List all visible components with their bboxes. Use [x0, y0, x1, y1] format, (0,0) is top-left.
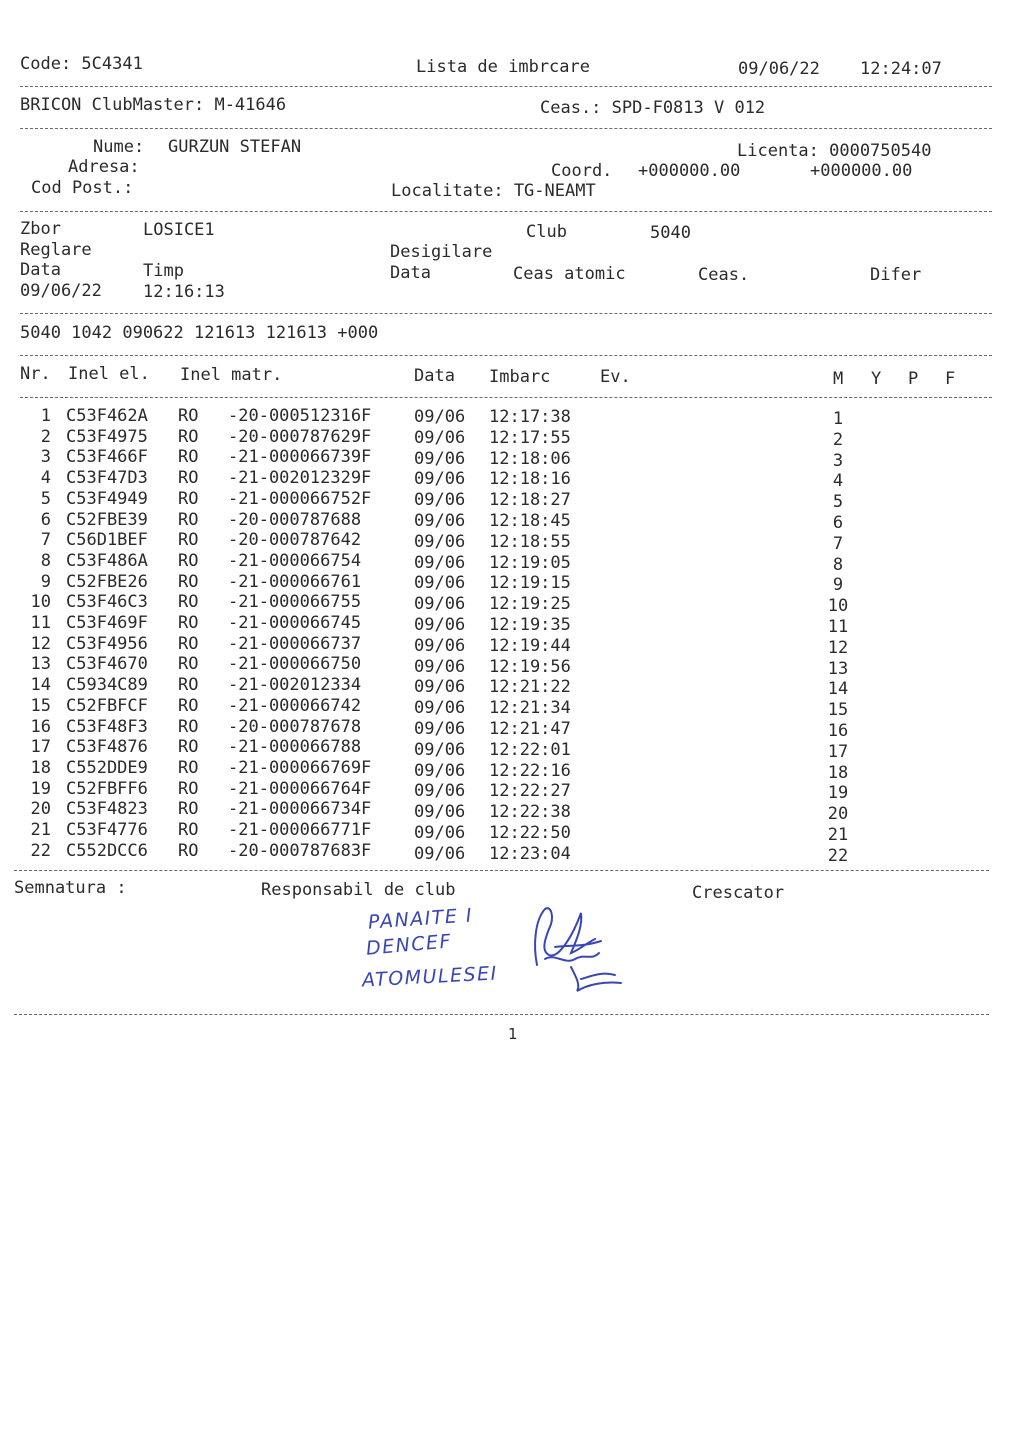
registration-ring: -20-000512316F: [228, 406, 372, 426]
signature-label: Semnatura :: [14, 878, 127, 898]
license-number: Licenta: 0000750540: [737, 141, 932, 161]
country-code: RO: [178, 488, 199, 509]
boarding-time: 12:17:38: [489, 407, 571, 427]
electronic-ring: C53F4956: [66, 633, 148, 654]
row-number: 9: [40, 571, 51, 592]
position-m: 19: [827, 783, 849, 804]
row-number: 18: [30, 757, 51, 778]
sync-code-line: 5040 1042 090622 121613 121613 +000: [20, 323, 379, 343]
handwritten-name-line-2: DENCEF: [365, 930, 453, 960]
country-code: RO: [178, 840, 199, 861]
position-m: 9: [832, 575, 844, 596]
registration-ring: -21-000066739F: [228, 447, 372, 468]
col-header-boarding: Imbarc: [489, 367, 551, 387]
position-m: 10: [827, 596, 849, 617]
col-header-event: Ev.: [600, 367, 631, 387]
boarding-date: 09/06: [414, 823, 466, 843]
boarding-date: 09/06: [414, 635, 466, 656]
position-m: 2: [832, 429, 844, 450]
boarding-time: 12:21:34: [489, 698, 571, 719]
registration-ring: -21-000066742: [228, 695, 362, 716]
position-m: 21: [827, 825, 849, 845]
electronic-ring: C52FBE26: [66, 571, 148, 592]
registration-ring: -21-000066755: [228, 592, 362, 613]
country-code: RO: [178, 716, 199, 737]
boarding-date: 09/06: [414, 677, 466, 698]
registration-ring: -21-000066745: [228, 613, 362, 633]
position-m: 7: [832, 533, 844, 554]
electronic-ring: C53F4776: [66, 820, 148, 840]
position-m: 15: [827, 700, 849, 721]
boarding-date: 09/06: [414, 594, 466, 615]
registration-ring: -20-000787688: [228, 509, 362, 530]
position-m: 11: [827, 617, 849, 637]
electronic-ring: C53F4670: [66, 654, 148, 675]
row-number: 12: [30, 633, 51, 654]
club-number: 5040: [650, 223, 691, 243]
col-header-m: M: [833, 369, 844, 389]
position-m: 6: [832, 513, 844, 533]
registration-ring: -21-000066750: [228, 654, 362, 675]
print-date: 09/06/22: [738, 59, 820, 79]
locality: Localitate: TG-NEAMT: [391, 181, 596, 201]
boarding-time: 12:22:27: [489, 781, 571, 802]
position-m: 12: [827, 637, 849, 658]
boarding-date: 09/06: [414, 469, 466, 490]
boarding-date: 09/06: [414, 427, 466, 448]
position-m: 16: [827, 721, 849, 741]
row-number: 15: [30, 695, 51, 716]
country-code: RO: [178, 633, 199, 654]
registration-ring: -21-000066788: [228, 737, 362, 758]
boarding-time: 12:22:50: [489, 823, 571, 843]
electronic-ring: C53F486A: [66, 550, 148, 571]
registration-ring: -20-000787629F: [228, 426, 372, 447]
electronic-ring: C53F46C3: [66, 592, 148, 613]
boarding-date: 09/06: [414, 760, 466, 781]
country-code: RO: [178, 571, 199, 592]
difference-label: Difer: [870, 265, 922, 285]
country-code: RO: [178, 426, 199, 447]
boarding-date: 09/06: [414, 490, 466, 511]
country-code: RO: [178, 799, 199, 820]
country-code: RO: [178, 406, 199, 426]
country-code: RO: [178, 447, 199, 468]
position-m: 3: [832, 450, 844, 471]
electronic-ring: C52FBFF6: [66, 778, 148, 799]
row-number: 6: [40, 509, 51, 530]
boarding-time: 12:19:56: [489, 656, 571, 677]
row-number: 1: [40, 406, 51, 426]
boarding-time: 12:22:16: [489, 760, 571, 781]
flight-name: LOSICE1: [143, 220, 215, 240]
electronic-ring: C5934C89: [66, 675, 148, 696]
position-m: 18: [827, 762, 849, 783]
divider: [14, 870, 989, 871]
boarding-time: 12:21:22: [489, 677, 571, 698]
boarding-date: 09/06: [414, 407, 466, 427]
handwritten-signature: [515, 895, 635, 1000]
coord-longitude: +000000.00: [810, 161, 913, 181]
boarding-time: 12:18:16: [489, 469, 571, 490]
country-code: RO: [178, 737, 199, 758]
electronic-ring: C53F4876: [66, 737, 148, 758]
clock-id: Ceas.: SPD-F0813 V 012: [540, 98, 766, 118]
row-number: 3: [40, 447, 51, 468]
boarding-date: 09/06: [414, 719, 466, 739]
unsealing-date-label: Data: [390, 263, 431, 283]
boarding-time: 12:18:55: [489, 531, 571, 552]
position-m: 22: [827, 845, 849, 866]
boarding-date: 09/06: [414, 531, 466, 552]
setting-time-label: Timp: [143, 261, 184, 281]
country-code: RO: [178, 592, 199, 613]
boarding-time: 12:19:44: [489, 635, 571, 656]
row-number: 2: [40, 426, 51, 447]
registration-ring: -20-000787683F: [228, 840, 372, 861]
registration-ring: -20-000787678: [228, 716, 362, 737]
setting-label: Reglare: [20, 240, 92, 260]
position-m: 20: [827, 804, 849, 825]
position-m: 14: [827, 679, 849, 700]
handwritten-name-line-1: PANAITE I: [367, 904, 474, 934]
boarding-time: 12:18:27: [489, 490, 571, 511]
electronic-ring: C56D1BEF: [66, 530, 148, 551]
setting-time: 12:16:13: [143, 282, 225, 302]
col-header-f: F: [945, 369, 956, 389]
col-header-electronic-ring: Inel el.: [68, 364, 150, 384]
country-code: RO: [178, 530, 199, 551]
registration-ring: -20-000787642: [228, 530, 362, 551]
boarding-date: 09/06: [414, 739, 466, 760]
electronic-ring: C53F48F3: [66, 716, 148, 737]
setting-date: 09/06/22: [20, 281, 102, 301]
breeder-label: Crescator: [692, 883, 785, 903]
row-number: 21: [30, 820, 51, 840]
electronic-ring: C53F4975: [66, 426, 148, 447]
registration-ring: -21-000066734F: [228, 799, 372, 820]
boarding-time: 12:18:45: [489, 511, 571, 531]
clubmaster-id: BRICON ClubMaster: M-41646: [20, 95, 287, 115]
page-number: 1: [508, 1025, 518, 1043]
divider: [20, 397, 992, 398]
boarding-time: 12:22:38: [489, 802, 571, 823]
row-number: 17: [30, 737, 51, 758]
boarding-time: 12:19:05: [489, 552, 571, 573]
divider: [14, 1014, 989, 1015]
position-m: 5: [832, 492, 844, 513]
electronic-ring: C52FBFCF: [66, 695, 148, 716]
position-m: 4: [832, 471, 844, 492]
position-m: 8: [832, 554, 844, 575]
country-code: RO: [178, 550, 199, 571]
club-label: Club: [526, 222, 567, 242]
divider: [20, 355, 992, 356]
row-number: 10: [30, 592, 51, 613]
boarding-date: 09/06: [414, 802, 466, 823]
atomic-clock-label: Ceas atomic: [513, 264, 626, 284]
row-number: 13: [30, 654, 51, 675]
boarding-date: 09/06: [414, 781, 466, 802]
col-header-date: Data: [414, 366, 455, 386]
boarding-date: 09/06: [414, 615, 466, 635]
registration-ring: -21-000066764F: [228, 778, 372, 799]
boarding-date: 09/06: [414, 552, 466, 573]
address-label: Adresa:: [68, 157, 140, 177]
row-number: 19: [30, 778, 51, 799]
club-responsible-label: Responsabil de club: [261, 880, 456, 900]
boarding-time: 12:23:04: [489, 843, 571, 864]
electronic-ring: C53F469F: [66, 613, 148, 633]
row-number: 20: [30, 799, 51, 820]
boarding-time: 12:19:25: [489, 594, 571, 615]
divider: [20, 211, 992, 212]
boarding-time: 12:19:35: [489, 615, 571, 635]
country-code: RO: [178, 468, 199, 489]
document-title: Lista de imbrcare: [416, 57, 590, 77]
row-number: 14: [30, 675, 51, 696]
row-number: 22: [30, 840, 51, 861]
position-m: 1: [832, 409, 844, 429]
col-header-registration-ring: Inel matr.: [180, 365, 283, 385]
country-code: RO: [178, 695, 199, 716]
electronic-ring: C552DCC6: [66, 840, 148, 861]
unsealing-label: Desigilare: [390, 242, 493, 262]
divider: [20, 86, 992, 87]
registration-ring: -21-000066761: [228, 571, 362, 592]
handwritten-name-line-3: ATOMULESEI: [361, 962, 499, 992]
postal-code-label: Cod Post.:: [31, 178, 134, 198]
divider: [20, 313, 992, 314]
electronic-ring: C53F4823: [66, 799, 148, 820]
country-code: RO: [178, 675, 199, 696]
clock-label: Ceas.: [698, 265, 750, 285]
boarding-date: 09/06: [414, 656, 466, 677]
col-header-y: Y: [871, 369, 882, 389]
boarding-time: 12:22:01: [489, 739, 571, 760]
boarding-time: 12:18:06: [489, 448, 571, 469]
divider: [20, 128, 992, 129]
registration-ring: -21-000066754: [228, 550, 362, 571]
boarding-date: 09/06: [414, 843, 466, 864]
country-code: RO: [178, 613, 199, 633]
name-label: Nume:: [93, 137, 145, 157]
boarding-date: 09/06: [414, 698, 466, 719]
boarding-date: 09/06: [414, 573, 466, 594]
print-time: 12:24:07: [860, 59, 942, 79]
registration-ring: -21-000066771F: [228, 820, 372, 840]
row-number: 8: [40, 550, 51, 571]
owner-name: GURZUN STEFAN: [168, 137, 302, 157]
electronic-ring: C53F462A: [66, 406, 148, 426]
boarding-date: 09/06: [414, 511, 466, 531]
registration-ring: -21-000066752F: [228, 488, 372, 509]
registration-ring: -21-000066737: [228, 633, 362, 654]
boarding-time: 12:21:47: [489, 719, 571, 739]
flight-label: Zbor: [20, 219, 61, 239]
electronic-ring: C53F47D3: [66, 468, 148, 489]
country-code: RO: [178, 757, 199, 778]
position-m: 13: [827, 658, 849, 679]
electronic-ring: C53F466F: [66, 447, 148, 468]
coord-label: Coord.: [551, 161, 613, 181]
country-code: RO: [178, 778, 199, 799]
registration-ring: -21-002012329F: [228, 468, 372, 489]
setting-date-label: Data: [20, 260, 61, 280]
row-number: 7: [40, 530, 51, 551]
row-number: 4: [40, 468, 51, 489]
registration-ring: -21-002012334: [228, 675, 362, 696]
country-code: RO: [178, 509, 199, 530]
col-header-p: P: [908, 369, 919, 389]
row-number: 11: [30, 613, 51, 633]
country-code: RO: [178, 654, 199, 675]
boarding-date: 09/06: [414, 448, 466, 469]
coord-latitude: +000000.00: [638, 161, 741, 181]
electronic-ring: C53F4949: [66, 488, 148, 509]
boarding-time: 12:17:55: [489, 427, 571, 448]
electronic-ring: C52FBE39: [66, 509, 148, 530]
row-number: 16: [30, 716, 51, 737]
electronic-ring: C552DDE9: [66, 757, 148, 778]
position-m: 17: [827, 741, 849, 762]
col-header-nr: Nr.: [20, 364, 51, 384]
row-number: 5: [40, 488, 51, 509]
boarding-time: 12:19:15: [489, 573, 571, 594]
country-code: RO: [178, 820, 199, 840]
registration-ring: -21-000066769F: [228, 757, 372, 778]
document-code: Code: 5C4341: [20, 54, 143, 74]
